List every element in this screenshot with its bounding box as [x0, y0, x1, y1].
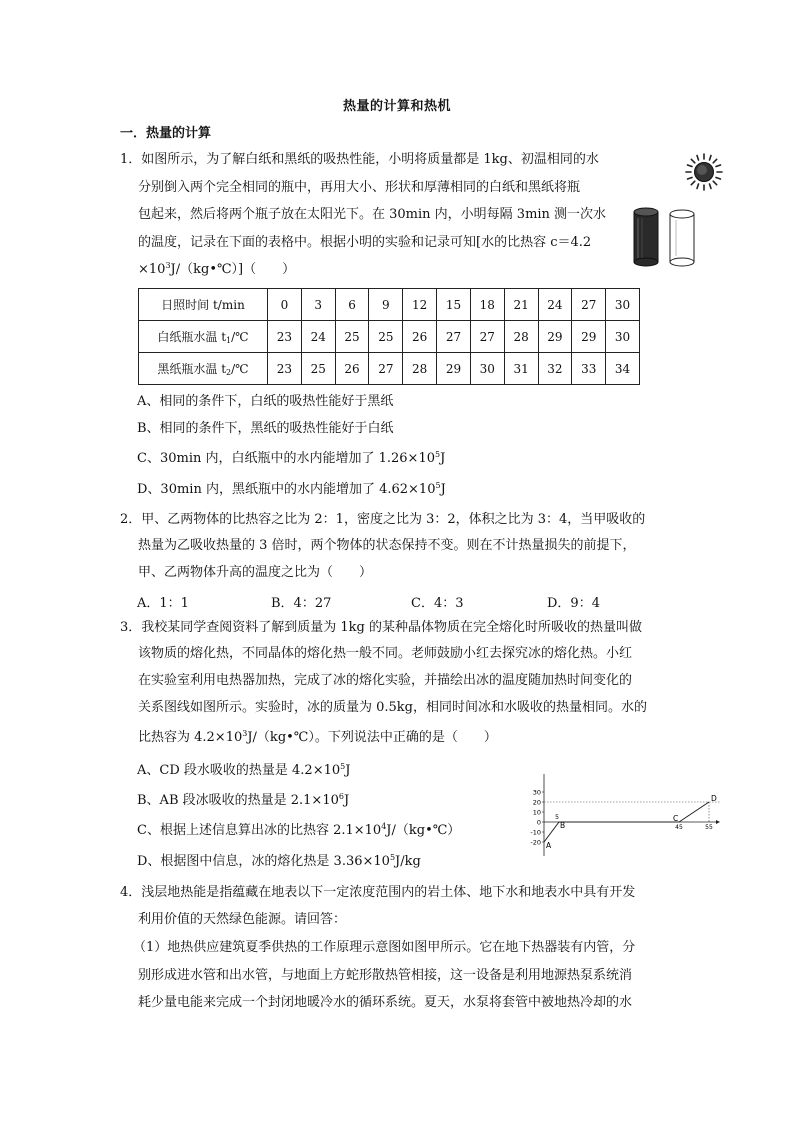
table-row-header: 白纸瓶水温 $t_1/℃$ [139, 321, 268, 353]
page-title: 热量的计算和热机 [342, 99, 451, 114]
table-cell: 15 [437, 289, 471, 321]
point-label: B [560, 821, 566, 830]
table-row [139, 353, 640, 385]
q1-option-a: A、相同的条件下，白纸的吸热性能好于黑纸 [137, 394, 394, 409]
y-tick-label: 30 [532, 788, 541, 797]
q1-line-4: 的温度，记录在下面的表格中。根据小明的实验和记录可知[水的比热容 c＝4.2 [138, 235, 592, 250]
table-cell: 12 [403, 289, 437, 321]
q3-option-c: C、根据上述信息算出冰的比热容 $2.1\times 10^4J/(kg•℃)$ [137, 822, 461, 838]
y-tick-label: 0 [536, 818, 541, 827]
table-row-header: 黑纸瓶水温 $t_2/℃$ [139, 353, 268, 385]
y-tick-label: 10 [532, 808, 541, 817]
q4-line-2: 利用价值的天然绿色能源。请回答： [138, 912, 347, 927]
q3-line-2: 该物质的熔化热，不同晶体的熔化热一般不同。老师鼓励小红去探究冰的熔化热。小红 [138, 646, 633, 661]
white-bottle-icon [670, 210, 694, 266]
q2-option-d: D．9：4 [547, 596, 600, 611]
q1-option-d: D、30min 内，黑纸瓶中的水内能增加了 $4.62\times 10^5J$ [137, 481, 446, 497]
table-cell: 25 [301, 353, 335, 385]
q3-line-1: 3．我校某同学查阅资料了解到质量为 1kg 的某种晶体物质在完全熔化时所吸收的热量叫做 [120, 620, 643, 635]
table-cell: 25 [335, 321, 369, 353]
table-row [139, 321, 640, 353]
table-cell: 24 [301, 321, 335, 353]
table-cell: 32 [538, 353, 572, 385]
q1-line-3: 包起来，然后将两个瓶子放在太阳光下。在 30min 内，小明每隔 3min 测一次水 [138, 207, 607, 222]
table-cell: 25 [369, 321, 403, 353]
table-cell: 27 [470, 321, 504, 353]
q3-option-d: D、根据图中信息，冰的熔化热是 $3.36\times 10^5J/kg$ [137, 853, 421, 869]
point-label: A [546, 841, 552, 850]
q3-option-a: A、CD 段水吸收的热量是 $4.2\times 10^5J$ [137, 762, 351, 778]
table-cell: 18 [470, 289, 504, 321]
table-cell: 28 [403, 353, 437, 385]
y-tick-label: -10 [530, 828, 541, 837]
table-row [139, 289, 640, 321]
table-cell: 0 [268, 289, 302, 321]
table-cell: 27 [572, 289, 606, 321]
q3-line-4: 关系图线如图所示。实验时，冰的质量为 0.5kg，相同时间冰和水吸收的热量相同。水的 [138, 700, 648, 715]
table-cell: 29 [538, 321, 572, 353]
q3-option-b: B、AB 段冰吸收的热量是 $2.1\times 10^6J$ [137, 792, 350, 808]
q1-option-c: C、30min 内，白纸瓶中的水内能增加了 $1.26\times 10^5J$ [137, 450, 446, 466]
x-tick-label: 5 [555, 814, 559, 821]
q1-option-b: B、相同的条件下，黑纸的吸热性能好于白纸 [137, 421, 394, 436]
q2-line-1: 2．甲、乙两物体的比热容之比为 2：1，密度之比为 3：2，体积之比为 3：4，当甲吸收的 [120, 512, 646, 527]
melting-graph [524, 772, 720, 858]
x-tick-label: 45 [675, 824, 683, 831]
table-cell: 30 [470, 353, 504, 385]
table-cell: 27 [369, 353, 403, 385]
q1-line-5: $\times 10^3J/(kg•℃)$]（ ） [138, 261, 296, 277]
y-tick-label: 20 [532, 798, 541, 807]
sun-icon [684, 152, 724, 192]
x-axis-arrow-icon [716, 820, 720, 824]
table-cell: 30 [606, 289, 640, 321]
q1-line-2: 分别倒入两个完全相同的瓶中，再用大小、形状和厚薄相同的白纸和黑纸将瓶 [138, 180, 581, 195]
table-cell: 26 [335, 353, 369, 385]
q2-option-b: B．4：27 [271, 596, 332, 611]
table-row-header: 日照时间 t/min [139, 289, 268, 321]
point-label: D [711, 794, 717, 803]
table-cell: 29 [572, 321, 606, 353]
table-cell: 9 [369, 289, 403, 321]
table-cell: 21 [504, 289, 538, 321]
point-label: C [673, 814, 679, 823]
q4-line-4: 别形成进水管和出水管，与地面上方蛇形散热管相接，这一设备是利用地源热泵系统消 [138, 968, 633, 983]
table-cell: 34 [606, 353, 640, 385]
q2-option-a: A．1：1 [137, 596, 189, 611]
q4-line-1: 4．浅层地热能是指蕴藏在地表以下一定浓度范围内的岩土体、地下水和地表水中具有开发 [120, 885, 636, 900]
table-cell: 29 [437, 353, 471, 385]
x-tick-label: 55 [705, 824, 713, 831]
temperature-table [138, 288, 640, 385]
table-cell: 24 [538, 289, 572, 321]
q3-line-3: 在实验室利用电热器加热，完成了冰的熔化实验，并描绘出冰的温度随加热时间变化的 [138, 673, 633, 688]
table-cell: 31 [504, 353, 538, 385]
table-cell: 3 [301, 289, 335, 321]
q1-line-1: 1．如图所示，为了解白纸和黑纸的吸热性能，小明将质量都是 1kg、初温相同的水 [120, 152, 599, 167]
q4-line-3: （1）地热供应建筑夏季供热的工作原理示意图如图甲所示。它在地下热器装有内管，分 [133, 940, 636, 955]
black-bottle-icon [634, 208, 658, 266]
q2-line-2: 热量为乙吸收热量的 3 倍时，两个物体的状态保持不变。则在不计热量损失的前提下， [138, 538, 636, 553]
q4-line-5: 耗少量电能来完成一个封闭地暖冷水的循环系统。夏天，水泵将套管中被地热冷却的水 [138, 995, 633, 1010]
table-cell: 6 [335, 289, 369, 321]
q3-line-5: 比热容为 $4.2\times 10^3J/(kg•℃)$。下列说法中正确的是（ ） [138, 729, 497, 745]
section-heading: 一．热量的计算 [120, 126, 212, 141]
table-cell: 30 [606, 321, 640, 353]
bottles-illustration [632, 206, 698, 268]
table-cell: 33 [572, 353, 606, 385]
table-cell: 26 [403, 321, 437, 353]
q2-option-c: C．4：3 [411, 596, 464, 611]
table-cell: 23 [268, 353, 302, 385]
table-cell: 23 [268, 321, 302, 353]
y-tick-label: -20 [530, 838, 541, 847]
q2-line-3: 甲、乙两物体升高的温度之比为（ ） [138, 565, 373, 580]
table-cell: 28 [504, 321, 538, 353]
table-cell: 27 [437, 321, 471, 353]
